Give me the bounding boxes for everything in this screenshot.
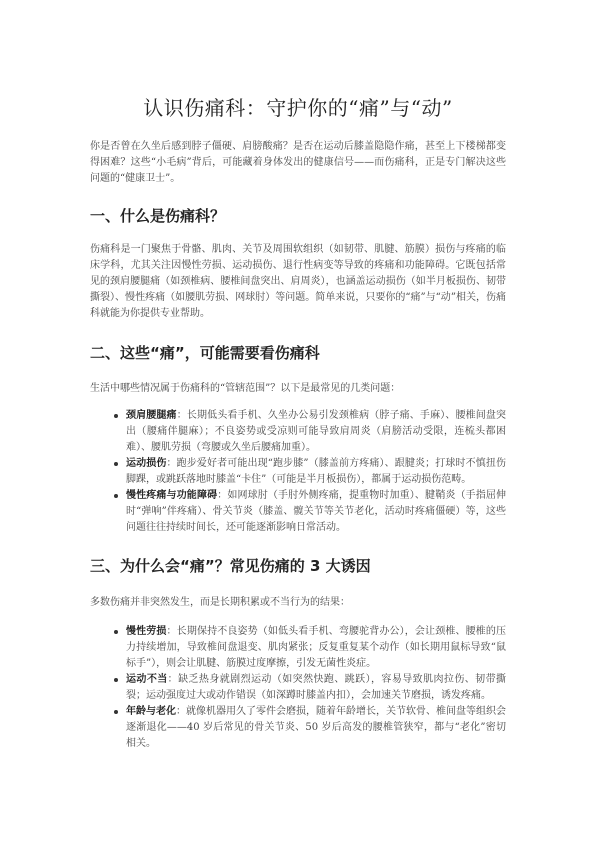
list-item bbox=[90, 672, 506, 704]
bullet-icon bbox=[114, 462, 118, 466]
intro-paragraph: 你是否曾在久坐后感到脖子僵硬、肩膀酸痛？是否在运动后膝盖隐隐作痛，甚至上下楼梯都变得困难？这些“小毛病”背后，可能藏着身体发出的健康信号——而伤痛科，正是专门解决这些问题的“健康卫士”。 bbox=[90, 141, 506, 184]
list-item-label: 慢性疼痛与功能障碍 bbox=[126, 490, 218, 501]
list-item-text: ：长期低头看手机、久坐办公易引发颈椎病（脖子痛、手麻）、腰椎间盘突出（腰痛伴腿麻）；不良姿势或受凉则可能导致肩周炎（肩膀活动受限，连梳头都困难）、腰肌劳损（弯腰或久坐后腰痛加重）。 bbox=[126, 410, 507, 453]
section-3-intro: 多数伤痛并非突然发生，而是长期积累或不当行为的结果： bbox=[90, 597, 350, 608]
bullet-icon bbox=[114, 630, 118, 634]
section-3-heading: 三、为什么会“痛”？常见伤痛的 3 大诱因 bbox=[90, 557, 371, 575]
list-item bbox=[90, 488, 506, 536]
list-item-text: ：跑步爱好者可能出现“跑步膝”（膝盖前方疼痛）、跟腱炎；打球时不慎扭伤脚踝，或跳跃落地时膝盖“卡住”（可能是半月板损伤），都属于运动损伤范畴。 bbox=[126, 458, 507, 485]
list-item-text: ：如网球肘（手肘外侧疼痛，提重物时加重）、腱鞘炎（手指屈伸时“弹响”伴疼痛）、骨关节炎（膝盖、髋关节等关节老化，活动时疼痛僵硬）等，这些问题往往持续时间长，还可能逐渐影响日常活动。 bbox=[126, 490, 507, 533]
list-item-label: 运动不当 bbox=[126, 674, 168, 685]
list-item-label: 颈肩腰腿痛 bbox=[126, 410, 177, 421]
list-item bbox=[90, 624, 506, 672]
section-1-heading: 一、什么是伤痛科？ bbox=[90, 207, 226, 225]
bullet-icon bbox=[114, 710, 118, 714]
list-item bbox=[90, 408, 506, 456]
list-item-label: 运动损伤 bbox=[126, 458, 167, 469]
list-item bbox=[90, 704, 506, 752]
section-2-heading: 二、这些“痛”，可能需要看伤痛科 bbox=[90, 344, 320, 362]
bullet-icon bbox=[114, 494, 118, 498]
bullet-icon bbox=[114, 414, 118, 418]
list-item-text: ：缺乏热身就剧烈运动（如突然快跑、跳跃），容易导致肌肉拉伤、韧带撕裂；运动强度过大或动作错误（如深蹲时膝盖内扣），会加速关节磨损，诱发疼痛。 bbox=[126, 674, 507, 701]
list-item bbox=[90, 456, 506, 488]
section-2-list bbox=[90, 408, 506, 536]
section-2-intro: 生活中哪些情况属于伤痛科的“管辖范围”？以下是最常见的几类问题： bbox=[90, 383, 401, 394]
list-item-text: ：长期保持不良姿势（如低头看手机、弯腰驼背办公），会让颈椎、腰椎的压力持续增加，导致椎间盘退变、肌肉紧张；反复重复某个动作（如长期用鼠标导致“鼠标手”），则会让肌腱、筋膜过度摩擦，引发无菌性炎症。 bbox=[126, 626, 507, 669]
list-item-label: 慢性劳损 bbox=[126, 626, 167, 637]
list-item-label: 年龄与老化 bbox=[126, 706, 176, 717]
section-1-paragraph: 伤痛科是一门聚焦于骨骼、肌肉、关节及周围软组织（如韧带、肌腱、筋膜）损伤与疼痛的临床学科，尤其关注因慢性劳损、运动损伤、退行性病变等导致的疼痛和功能障碍。它既包括常见的颈肩腰腿痛（如颈椎病、腰椎间盘突出、肩周炎），也涵盖运动损伤（如半月板损伤、韧带撕裂）、慢性疼痛（如腰肌劳损、网球肘）等问题。简单来说，只要你的“痛”与“动”相关，伤痛科就能为你提供专业帮助。 bbox=[90, 244, 506, 319]
list-item-text: ：就像机器用久了零件会磨损，随着年龄增长，关节软骨、椎间盘等组织会逐渐退化——40 岁后常见的骨关节炎、50 岁后高发的腰椎管狭窄，都与“老化”密切相关。 bbox=[126, 706, 506, 749]
section-3-list bbox=[90, 624, 506, 752]
bullet-icon bbox=[114, 678, 118, 682]
page-title: 认识伤痛科：守护你的“痛”与“动” bbox=[143, 96, 453, 120]
